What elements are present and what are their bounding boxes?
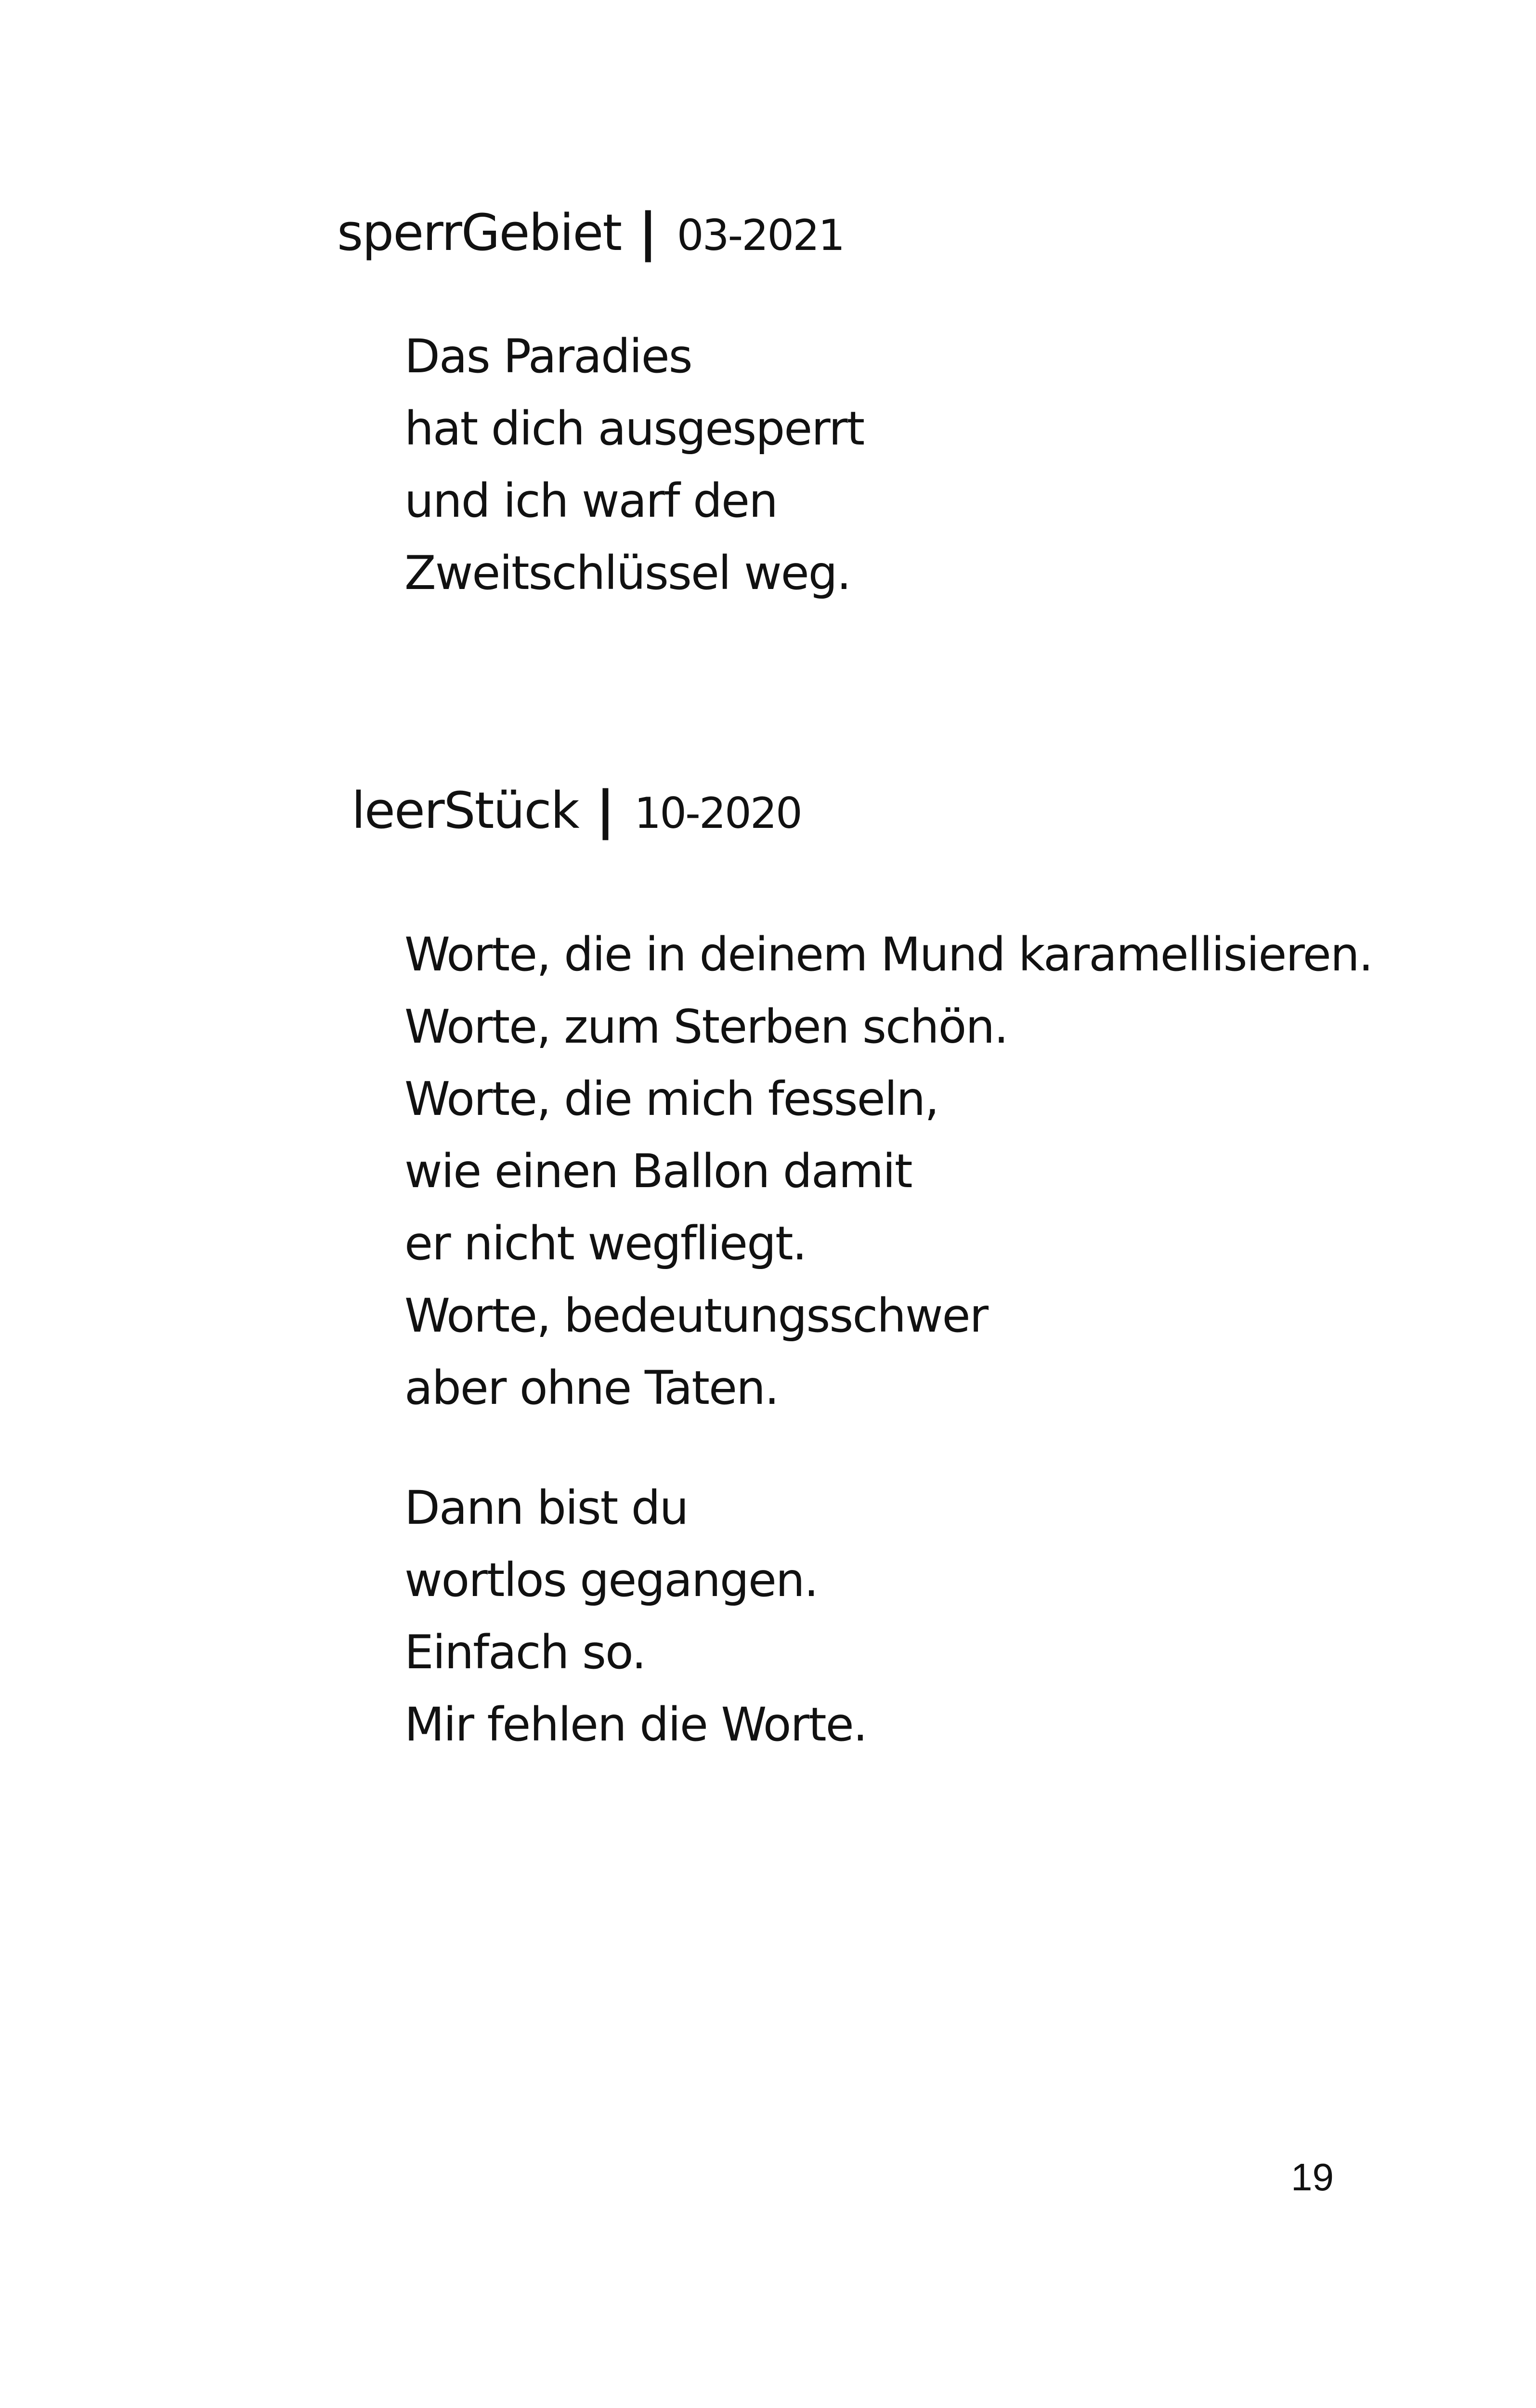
poem-title xyxy=(351,780,801,840)
poem-line: Das Paradies xyxy=(404,329,692,383)
poem-line: Worte, zum Sterben schön. xyxy=(404,1000,1008,1054)
stanza xyxy=(404,918,1372,1424)
poem-line: Zweitschlüssel weg. xyxy=(404,546,851,600)
poem-line: er nicht wegfliegt. xyxy=(404,1217,807,1270)
poem-line: Einfach so. xyxy=(404,1625,646,1679)
poem-line: und ich warf den xyxy=(404,474,777,528)
poem-line: Dann bist du xyxy=(404,1481,688,1535)
title-separator: | xyxy=(638,202,658,262)
poem-title-name: leerStück xyxy=(351,781,579,840)
poem-line: Mir fehlen die Worte. xyxy=(404,1698,867,1752)
poem-title xyxy=(337,202,844,262)
poem-line: Worte, die mich fesseln, xyxy=(404,1072,938,1126)
poem-line: Worte, bedeutungsschwer xyxy=(404,1289,988,1343)
poem-date: 10-2020 xyxy=(634,788,801,838)
poem-line: wortlos gegangen. xyxy=(404,1553,818,1607)
poem-line: wie einen Ballon damit xyxy=(404,1144,912,1198)
stanza xyxy=(404,1472,867,1761)
poem-title-name: sperrGebiet xyxy=(337,203,622,262)
stanza xyxy=(404,320,864,609)
poem-line: Worte, die in deinem Mund karamellisieren. xyxy=(404,928,1373,982)
page-number: 19 xyxy=(1291,2156,1334,2199)
poem-date: 03-2021 xyxy=(677,210,844,260)
poem-line: aber ohne Taten. xyxy=(404,1361,779,1415)
poem-line: hat dich ausgesperrt xyxy=(404,402,864,456)
title-separator: | xyxy=(596,780,615,840)
